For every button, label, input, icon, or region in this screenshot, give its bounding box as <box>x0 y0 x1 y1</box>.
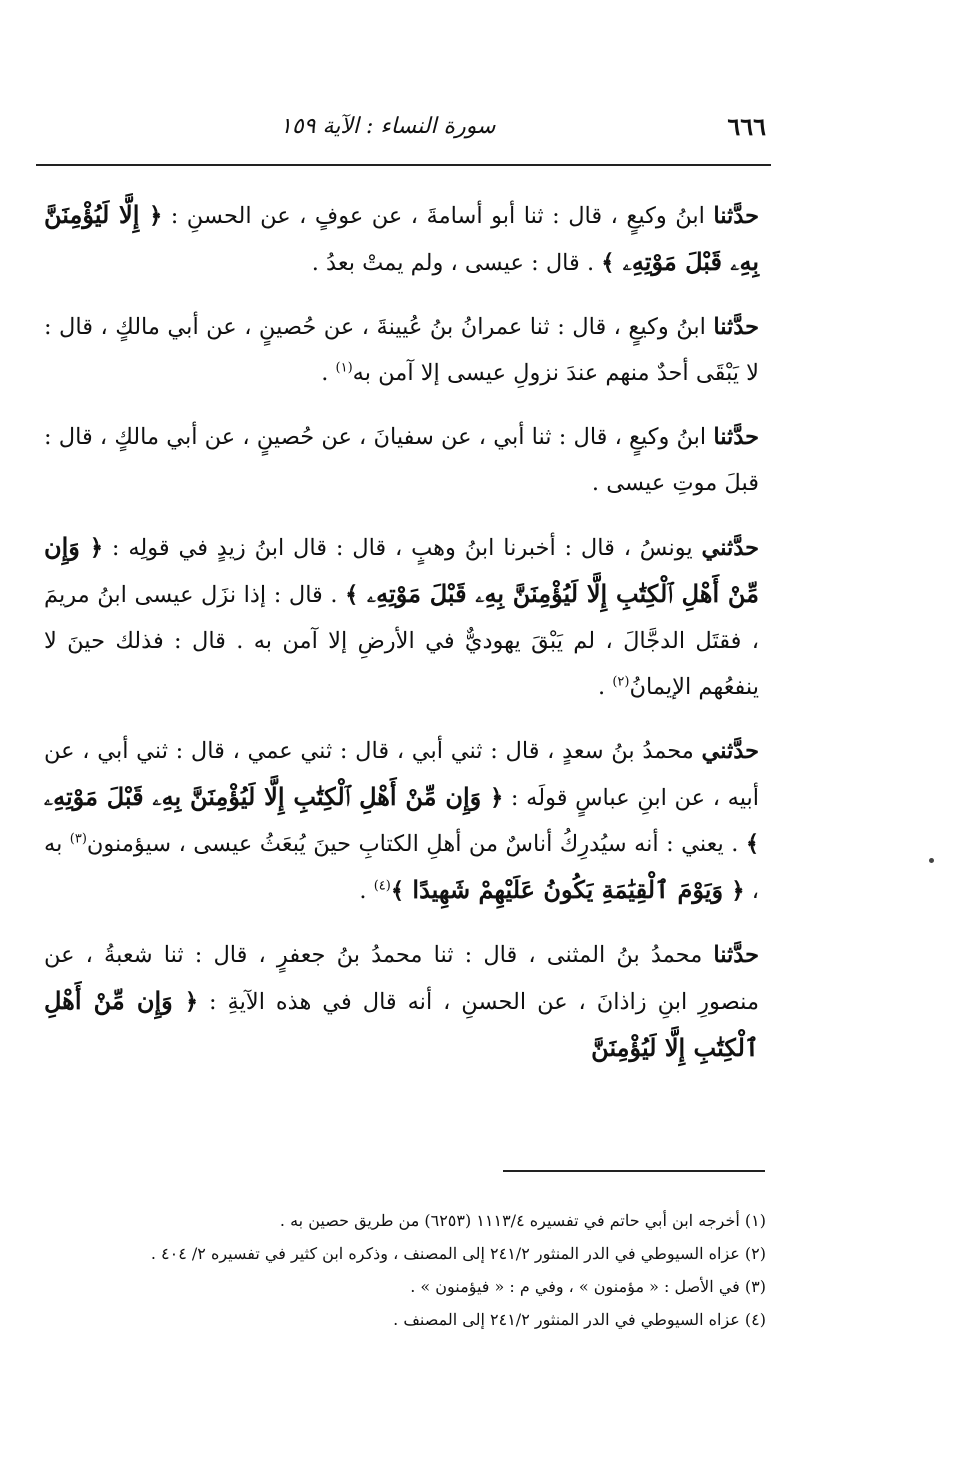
narration-lead: حدَّثني <box>701 535 759 561</box>
quran-bracket: ﴿ <box>490 785 504 811</box>
footnote-marker: (٣) <box>69 831 87 847</box>
paragraph-text: . <box>598 674 613 700</box>
footnote-marker: (٤) <box>373 878 391 894</box>
paragraph-text: . قال : عيسى ، ولم يمتْ بعدُ . <box>311 250 602 276</box>
quran-bracket: ﴿ <box>184 989 199 1015</box>
hadith-paragraph <box>44 728 759 914</box>
quran-verse: وَيَوْمَ ٱلْقِيَٰمَةِ يَكُونُ عَلَيْهِمْ شَهِيدًا <box>404 875 732 904</box>
quran-verse: إِلَّا لَيُؤْمِنَنَّ بِهِۦ قَبْلَ مَوْتِهِۦ <box>44 200 759 276</box>
quran-verse: وَإِن مِّنْ أَهْلِ ٱلْكِتَٰبِ إِلَّا لَيُؤْمِنَنَّ بِهِۦ قَبْلَ مَوْتِهِۦ <box>44 782 491 811</box>
scan-speck <box>929 858 934 863</box>
narration-lead: حدَّثنا <box>713 424 759 450</box>
footnote: (١) أخرجه ابن أبي حاتم في تفسيره ١١١٣/٤ (٦٢٥٣) من طريق حصين به . <box>279 1211 766 1230</box>
paragraph-text: ابنُ وكيعٍ ، قال : ثنا أبي ، عن سفيانَ ، عن حُصينٍ ، عن أبي مالكٍ ، قال : قبلَ موتِ عيسى . <box>44 424 759 496</box>
paragraph-text: . <box>321 360 336 386</box>
quran-bracket: ﴿ <box>89 535 104 561</box>
quran-bracket: ﴾ <box>390 878 405 904</box>
hadith-paragraph <box>44 524 759 710</box>
paragraph-text: . قال : إذا نزَل عيسى ابنُ مريمَ ، فقتَل الدجَّالَ ، لم يَبْقَ يهوديٌّ في الأرضِ إلا آمن به . قال : فذلك حينَ لا ينفعُهم الإيمانُ <box>44 582 759 700</box>
paragraph-text: ابنُ وكيعٍ ، قال : ثنا عمرانُ بنُ عُيينةَ ، عن حُصينٍ ، عن أبي مالكٍ ، قال : لا يَبْقَى أحدٌ منهم عندَ نزولِ عيسى إلا آمن به <box>44 314 759 386</box>
footnote: (٤) عزاه السيوطي في الدر المنثور ٢٤١/٢ إلى المصنف . <box>393 1310 766 1329</box>
quran-verse: وَإِن مِّنْ أَهْلِ ٱلْكِتَٰبِ إِلَّا لَيُؤْمِنَنَّ بِهِۦ قَبْلَ مَوْتِهِۦ <box>44 532 759 608</box>
page-header <box>260 112 766 146</box>
header-divider <box>36 164 771 166</box>
running-title: سورة النساء : الآية ١٥٩ <box>280 114 496 139</box>
quran-bracket: ﴿ <box>149 203 163 229</box>
footnote: (٢) عزاه السيوطي في الدر المنثور ٢٤١/٢ إلى المصنف ، وذكره ابن كثير في تفسيره ٢/ ٤٠٤ . <box>150 1244 766 1263</box>
paragraph-text: ابنُ وكيعٍ ، قال : ثنا أبو أسامةَ ، عن عوفٍ ، عن الحسنِ : <box>162 203 714 229</box>
quran-bracket: ﴿ <box>731 878 745 904</box>
page-number: ٦٦٦ <box>727 112 766 141</box>
narration-lead: حدَّثنا <box>713 314 759 340</box>
quran-bracket: ﴾ <box>345 582 359 608</box>
footnote: (٣) في الأصل : « مؤمنون » ، وفي م : « فيؤمنون » . <box>410 1277 766 1296</box>
narration-lead: حدَّثنا <box>713 203 760 229</box>
hadith-paragraph <box>44 192 759 286</box>
footnote-divider <box>503 1170 765 1172</box>
footnote-marker: (٢) <box>612 674 630 690</box>
paragraph-text: محمدُ بنُ المثنى ، قال : ثنا محمدُ بنُ جعفرٍ ، قال : ثنا شعبةُ ، عن منصورِ ابنِ زاذانَ ، عن الحسنِ ، أنه قال في هذه الآيةِ : <box>44 942 760 1015</box>
hadith-paragraph <box>44 304 759 396</box>
main-text <box>44 192 759 1090</box>
paragraph-text: . <box>359 878 374 904</box>
footnotes <box>90 1204 766 1336</box>
paragraph-text: محمدُ بنُ سعدٍ ، قال : ثني أبي ، قال : ثني عمي ، قال : ثني أبي ، عن أبيه ، عن ابنِ عباسٍ قولَه : <box>44 738 759 811</box>
quran-bracket: ﴾ <box>745 831 759 857</box>
footnote-marker: (١) <box>335 360 353 376</box>
paragraph-text: به ، <box>44 831 759 904</box>
paragraph-text: . يعني : أنه سيُدرِكُ أناسٌ من أهلِ الكتابِ حينَ يُبعَثُ عيسى ، سيؤمنون <box>86 831 746 857</box>
hadith-paragraph <box>44 414 759 506</box>
quran-verse: وَإِن مِّنْ أَهْلِ ٱلْكِتَٰبِ إِلَّا لَيُؤْمِنَنَّ <box>44 986 759 1062</box>
hadith-paragraph <box>44 932 759 1072</box>
narration-lead: حدَّثنا <box>713 942 759 968</box>
paragraph-text: يونسُ ، قال : أخبرنا ابنُ وهبٍ ، قال : قال ابنُ زيدٍ في قولِه : <box>103 535 702 561</box>
quran-bracket: ﴾ <box>601 250 615 276</box>
narration-lead: حدَّثني <box>701 738 759 764</box>
